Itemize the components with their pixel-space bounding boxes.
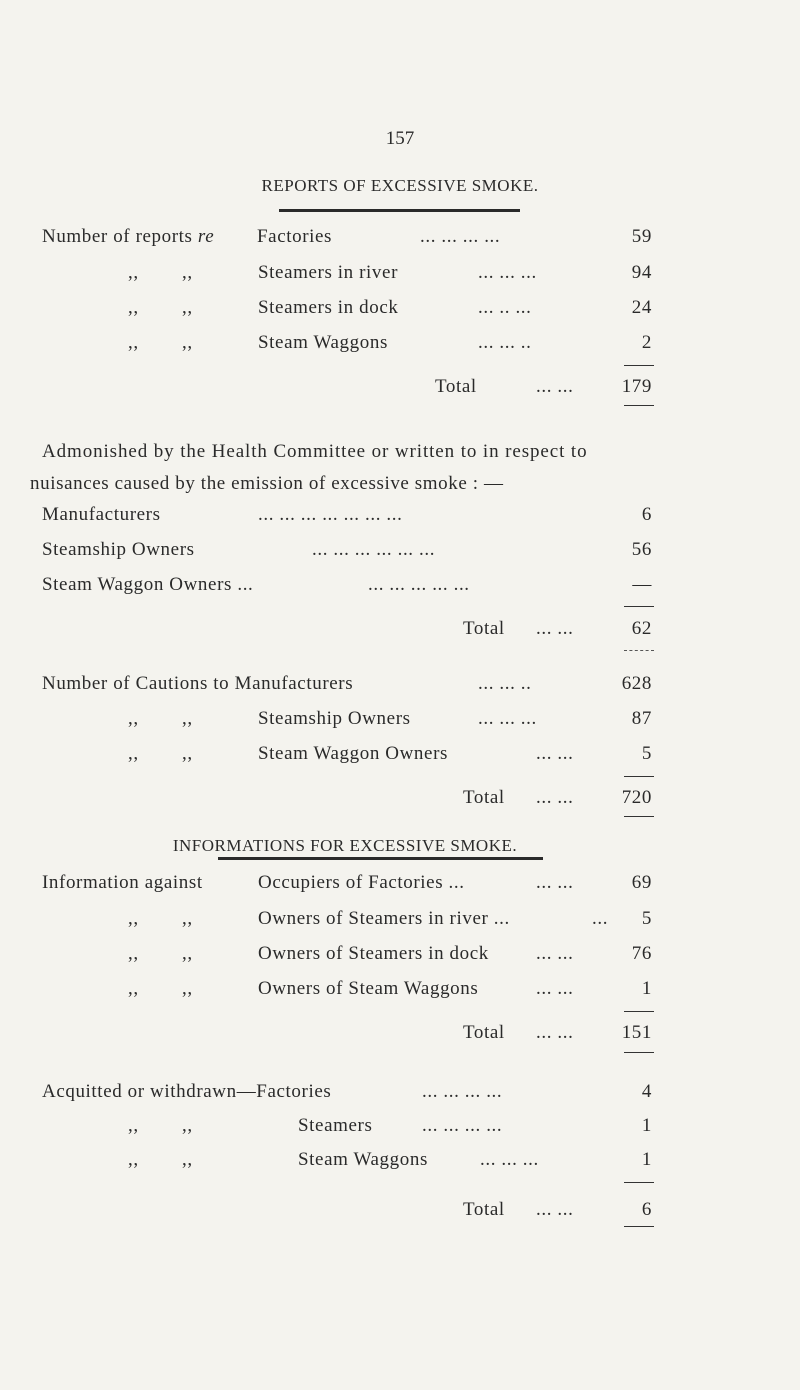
row-label: Occupiers of Factories ... [258,872,465,893]
row-label: Owners of Steamers in river ... [258,908,510,929]
table-row [0,673,800,705]
ditto-mark: ,, [182,708,193,729]
section1-heading-rule [279,209,520,212]
row-value: 69 [631,872,652,893]
row-dots: ... ... .. [478,332,532,353]
row-label: Steam Waggon Owners [258,743,448,764]
row-label: Steamers in dock [258,297,399,318]
ditto-mark: ,, [128,1115,139,1136]
row-dots: ... ... ... ... [422,1115,503,1136]
row-dots: ... ... ... [480,1149,539,1170]
sum-line [624,650,654,652]
ditto-mark: ,, [182,262,193,283]
total-dots: ... ... [536,618,574,639]
row-value: 5 [641,908,652,929]
ditto-mark: ,, [182,943,193,964]
sum-line [624,405,654,406]
admonished-paragraph [30,436,682,500]
total-row [0,787,800,819]
total-label: Total [463,1199,505,1220]
row-dots: ... ... .. [478,673,532,694]
total-row [0,1022,800,1054]
row-label: Manufacturers [42,504,161,525]
row-dots: ... [592,908,609,929]
section1-heading: REPORTS OF EXCESSIVE SMOKE. [261,176,539,195]
ditto-mark: ,, [128,978,139,999]
ditto-mark: ,, [182,743,193,764]
ditto-mark: ,, [128,943,139,964]
total-dots: ... ... [536,1022,574,1043]
row-dots: ... ... ... [478,262,537,283]
row-value: 94 [631,262,652,283]
row-dots: ... ... ... [478,708,537,729]
row-label: Owners of Steam Waggons [258,978,479,999]
row-value: 2 [641,332,652,353]
row-dots: ... ... ... ... ... ... ... [258,504,403,525]
row-dots: ... ... ... ... [420,226,501,247]
row-dots: ... ... ... ... ... [368,574,470,595]
row-value: 56 [631,539,652,560]
table-row [0,1115,800,1147]
total-value: 62 [631,618,652,639]
row-label: Acquitted or withdrawn—Factories [42,1081,332,1102]
row-value: 1 [641,1115,652,1136]
total-row [0,618,800,650]
total-row [0,376,800,408]
row-label: Steamers [298,1115,373,1136]
sum-line [624,606,654,607]
table-row [0,332,800,364]
table-row [0,908,800,940]
row-label: Steamship Owners [258,708,411,729]
ditto-mark: ,, [182,908,193,929]
row-value: 76 [631,943,652,964]
page-number: 157 [385,128,415,149]
ditto-mark: ,, [128,743,139,764]
row-dots: ... ... [536,743,574,764]
total-row [0,1199,800,1231]
sum-line [624,776,654,777]
sum-line [624,1226,654,1227]
row-label: Steam Waggons [258,332,388,353]
sum-line [624,1182,654,1183]
table-row [0,872,800,904]
ditto-mark: ,, [128,708,139,729]
row-value: 5 [641,743,652,764]
paragraph-line: Admonished by the Health Committee or written to in respect to [42,441,588,462]
total-value: 720 [621,787,652,808]
row-value: 6 [641,504,652,525]
total-label: Total [463,1022,505,1043]
section4-heading: INFORMATIONS FOR EXCESSIVE SMOKE. [172,836,518,855]
row-value: 87 [631,708,652,729]
paragraph-line: nuisances caused by the emission of excessive smoke : — [30,473,504,494]
total-dots: ... ... [536,376,574,397]
sum-line [624,1011,654,1012]
sum-line [624,816,654,817]
table-row [0,574,800,606]
table-row [0,1081,800,1113]
row-intro: Number of reports re [42,226,215,247]
row-dots: ... ... [536,872,574,893]
table-row [0,297,800,329]
total-value: 151 [621,1022,652,1043]
row-label: Factories [257,226,333,247]
row-value: 59 [631,226,652,247]
ditto-mark: ,, [182,1149,193,1170]
table-row [0,978,800,1010]
row-label: Owners of Steamers in dock [258,943,489,964]
row-value: 1 [641,978,652,999]
ditto-mark: ,, [128,332,139,353]
total-label: Total [463,618,505,639]
row-intro: Information against [42,872,203,893]
ditto-mark: ,, [128,908,139,929]
total-label: Total [463,787,505,808]
total-value: 6 [641,1199,652,1220]
row-label: Steamers in river [258,262,398,283]
total-value: 179 [621,376,652,397]
row-value: 24 [631,297,652,318]
section4-heading-rule [218,857,543,860]
row-dots: ... ... [536,943,574,964]
row-dots: ... ... ... ... ... ... [312,539,436,560]
row-label: Steam Waggon Owners ... [42,574,254,595]
ditto-mark: ,, [182,978,193,999]
row-label: Number of Cautions to Manufacturers [42,673,354,694]
ditto-mark: ,, [182,332,193,353]
row-dots: ... ... ... ... [422,1081,503,1102]
table-row [0,943,800,975]
table-row [0,539,800,571]
total-dots: ... ... [536,787,574,808]
table-row [0,743,800,775]
ditto-mark: ,, [182,297,193,318]
ditto-mark: ,, [182,1115,193,1136]
table-row [0,1149,800,1181]
row-value: 628 [621,673,652,694]
row-value: 1 [641,1149,652,1170]
table-row [0,708,800,740]
total-dots: ... ... [536,1199,574,1220]
total-label: Total [435,376,477,397]
table-row [0,226,800,258]
row-dots: ... ... [536,978,574,999]
table-row [0,504,800,536]
sum-line [624,1052,654,1053]
table-row [0,262,800,294]
ditto-mark: ,, [128,262,139,283]
row-label: Steam Waggons [298,1149,428,1170]
ditto-mark: ,, [128,1149,139,1170]
row-dots: ... .. ... [478,297,532,318]
ditto-mark: ,, [128,297,139,318]
row-value: 4 [641,1081,652,1102]
sum-line [624,365,654,366]
row-value: — [632,574,652,595]
row-label: Steamship Owners [42,539,195,560]
